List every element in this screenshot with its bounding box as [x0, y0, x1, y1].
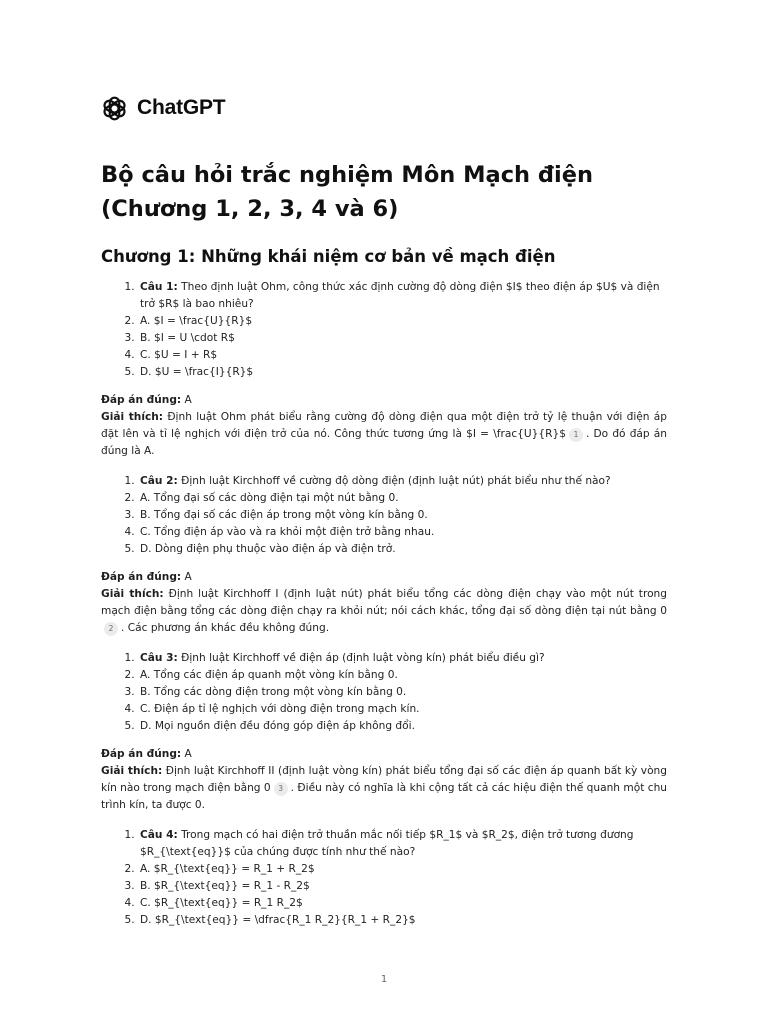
explanation-text-end: . Điều này có nghĩa là khi cộng tất cả các hiệu điện thế quanh một chu trình kín, ta được 0. — [101, 782, 667, 811]
question-text: Định luật Kirchhoff về cường độ dòng điện (định luật nút) phát biểu như thế nào? — [177, 475, 611, 487]
answer-label: Đáp án đúng: — [101, 571, 182, 583]
answer-value: A — [181, 394, 192, 406]
question-text: Theo định luật Ohm, công thức xác định cường độ dòng điện $I$ theo điện áp $U$ và điện trở $R$ là bao nhiêu? — [140, 281, 660, 310]
question-list — [101, 650, 667, 735]
option-b: 3. B. $R_{\text{eq}} = R_1 - R_2$ — [138, 878, 667, 895]
option-a: 2. A. $R_{\text{eq}} = R_1 + R_2$ — [138, 861, 667, 878]
option-d: 5. D. $R_{\text{eq}} = \dfrac{R_1 R_2}{R_1 + R_2}$ — [138, 912, 667, 929]
option-b: 3. B. Tổng các dòng điện trong một vòng kín bằng 0. — [138, 684, 667, 701]
explanation-label: Giải thích: — [101, 588, 164, 600]
explanation-text: Định luật Ohm phát biểu rằng cường độ dòng điện qua một điện trở tỷ lệ thuận với điện áp đặt lên và tỉ lệ nghịch với điện trở của nó. Công thức tương ứng là $I = \frac{U}{R}$ — [101, 411, 668, 440]
question-list — [101, 827, 667, 929]
answer-value: A — [181, 571, 192, 583]
question-text: Trong mạch có hai điện trở thuần mắc nối tiếp $R_1$ và $R_2$, điện trở tương đương $R_{\text{eq}}$ của chúng được tính như thế nào? — [140, 829, 634, 858]
citation-badge[interactable]: 2 — [104, 622, 118, 636]
answer-label: Đáp án đúng: — [101, 394, 182, 406]
brand-header — [101, 92, 667, 124]
option-c: 4. C. $U = I + R$ — [138, 347, 667, 364]
explanation-text-end: . Các phương án khác đều không đúng. — [121, 622, 330, 634]
answer-block — [101, 746, 667, 814]
option-a: 2. A. Tổng các điện áp quanh một vòng kín bằng 0. — [138, 667, 667, 684]
option-c: 4. C. Điện áp tỉ lệ nghịch với dòng điện trong mạch kín. — [138, 701, 667, 718]
question-text: Định luật Kirchhoff về điện áp (định luật vòng kín) phát biểu điều gì? — [177, 652, 545, 664]
question-label: Câu 2: — [140, 475, 178, 487]
question-list — [101, 279, 667, 381]
option-b: 3. B. Tổng đại số các điện áp trong một vòng kín bằng 0. — [138, 507, 667, 524]
explanation-text: Định luật Kirchhoff I (định luật nút) phát biểu tổng các dòng điện chạy vào một nút trong mạch điện bằng tổng các dòng điện chạy ra khỏi nút; nói cách khác, tổng đại số dòng điện tại nút bằng 0 — [101, 588, 667, 617]
question-label: Câu 3: — [140, 652, 178, 664]
answer-block — [101, 392, 667, 460]
question-label: Câu 1: — [140, 281, 178, 293]
question-stem — [138, 473, 667, 490]
answer-label: Đáp án đúng: — [101, 748, 182, 760]
explanation-label: Giải thích: — [101, 411, 164, 423]
citation-badge[interactable]: 1 — [569, 428, 583, 442]
option-a: 2. A. Tổng đại số các dòng điện tại một nút bằng 0. — [138, 490, 667, 507]
question-label: Câu 4: — [140, 829, 178, 841]
option-d: 5. D. $U = \frac{I}{R}$ — [138, 364, 667, 381]
answer-value: A — [181, 748, 192, 760]
page-number: 1 — [380, 974, 388, 985]
question-list — [101, 473, 667, 558]
document-title: Bộ câu hỏi trắc nghiệm Môn Mạch điện (Chương 1, 2, 3, 4 và 6) — [101, 162, 593, 222]
brand-name: ChatGPT — [137, 96, 226, 119]
chapter-heading: Chương 1: Những khái niệm cơ bản về mạch điện — [101, 247, 556, 266]
option-a: 2. A. $I = \frac{U}{R}$ — [138, 313, 667, 330]
answer-block — [101, 569, 667, 637]
explanation-text: Định luật Kirchhoff II (định luật vòng kín) phát biểu tổng đại số các điện áp quanh bất kỳ vòng kín nào trong mạch điện bằng 0 — [101, 765, 667, 794]
explanation-text-end: . Do đó đáp án đúng là A. — [101, 428, 667, 457]
option-d: 5. D. Mọi nguồn điện đều đóng góp điện áp không đổi. — [138, 718, 667, 735]
option-c: 4. C. Tổng điện áp vào và ra khỏi một điện trở bằng nhau. — [138, 524, 667, 541]
option-c: 4. C. $R_{\text{eq}} = R_1 R_2$ — [138, 895, 667, 912]
question-stem — [138, 827, 667, 861]
citation-badge[interactable]: 3 — [274, 782, 288, 796]
option-b: 3. B. $I = U \cdot R$ — [138, 330, 667, 347]
document-page — [101, 92, 667, 929]
question-stem — [138, 279, 667, 313]
option-d: 5. D. Dòng điện phụ thuộc vào điện áp và điện trở. — [138, 541, 667, 558]
question-stem — [138, 650, 667, 667]
explanation-label: Giải thích: — [101, 765, 163, 777]
openai-logo-icon — [101, 95, 128, 122]
